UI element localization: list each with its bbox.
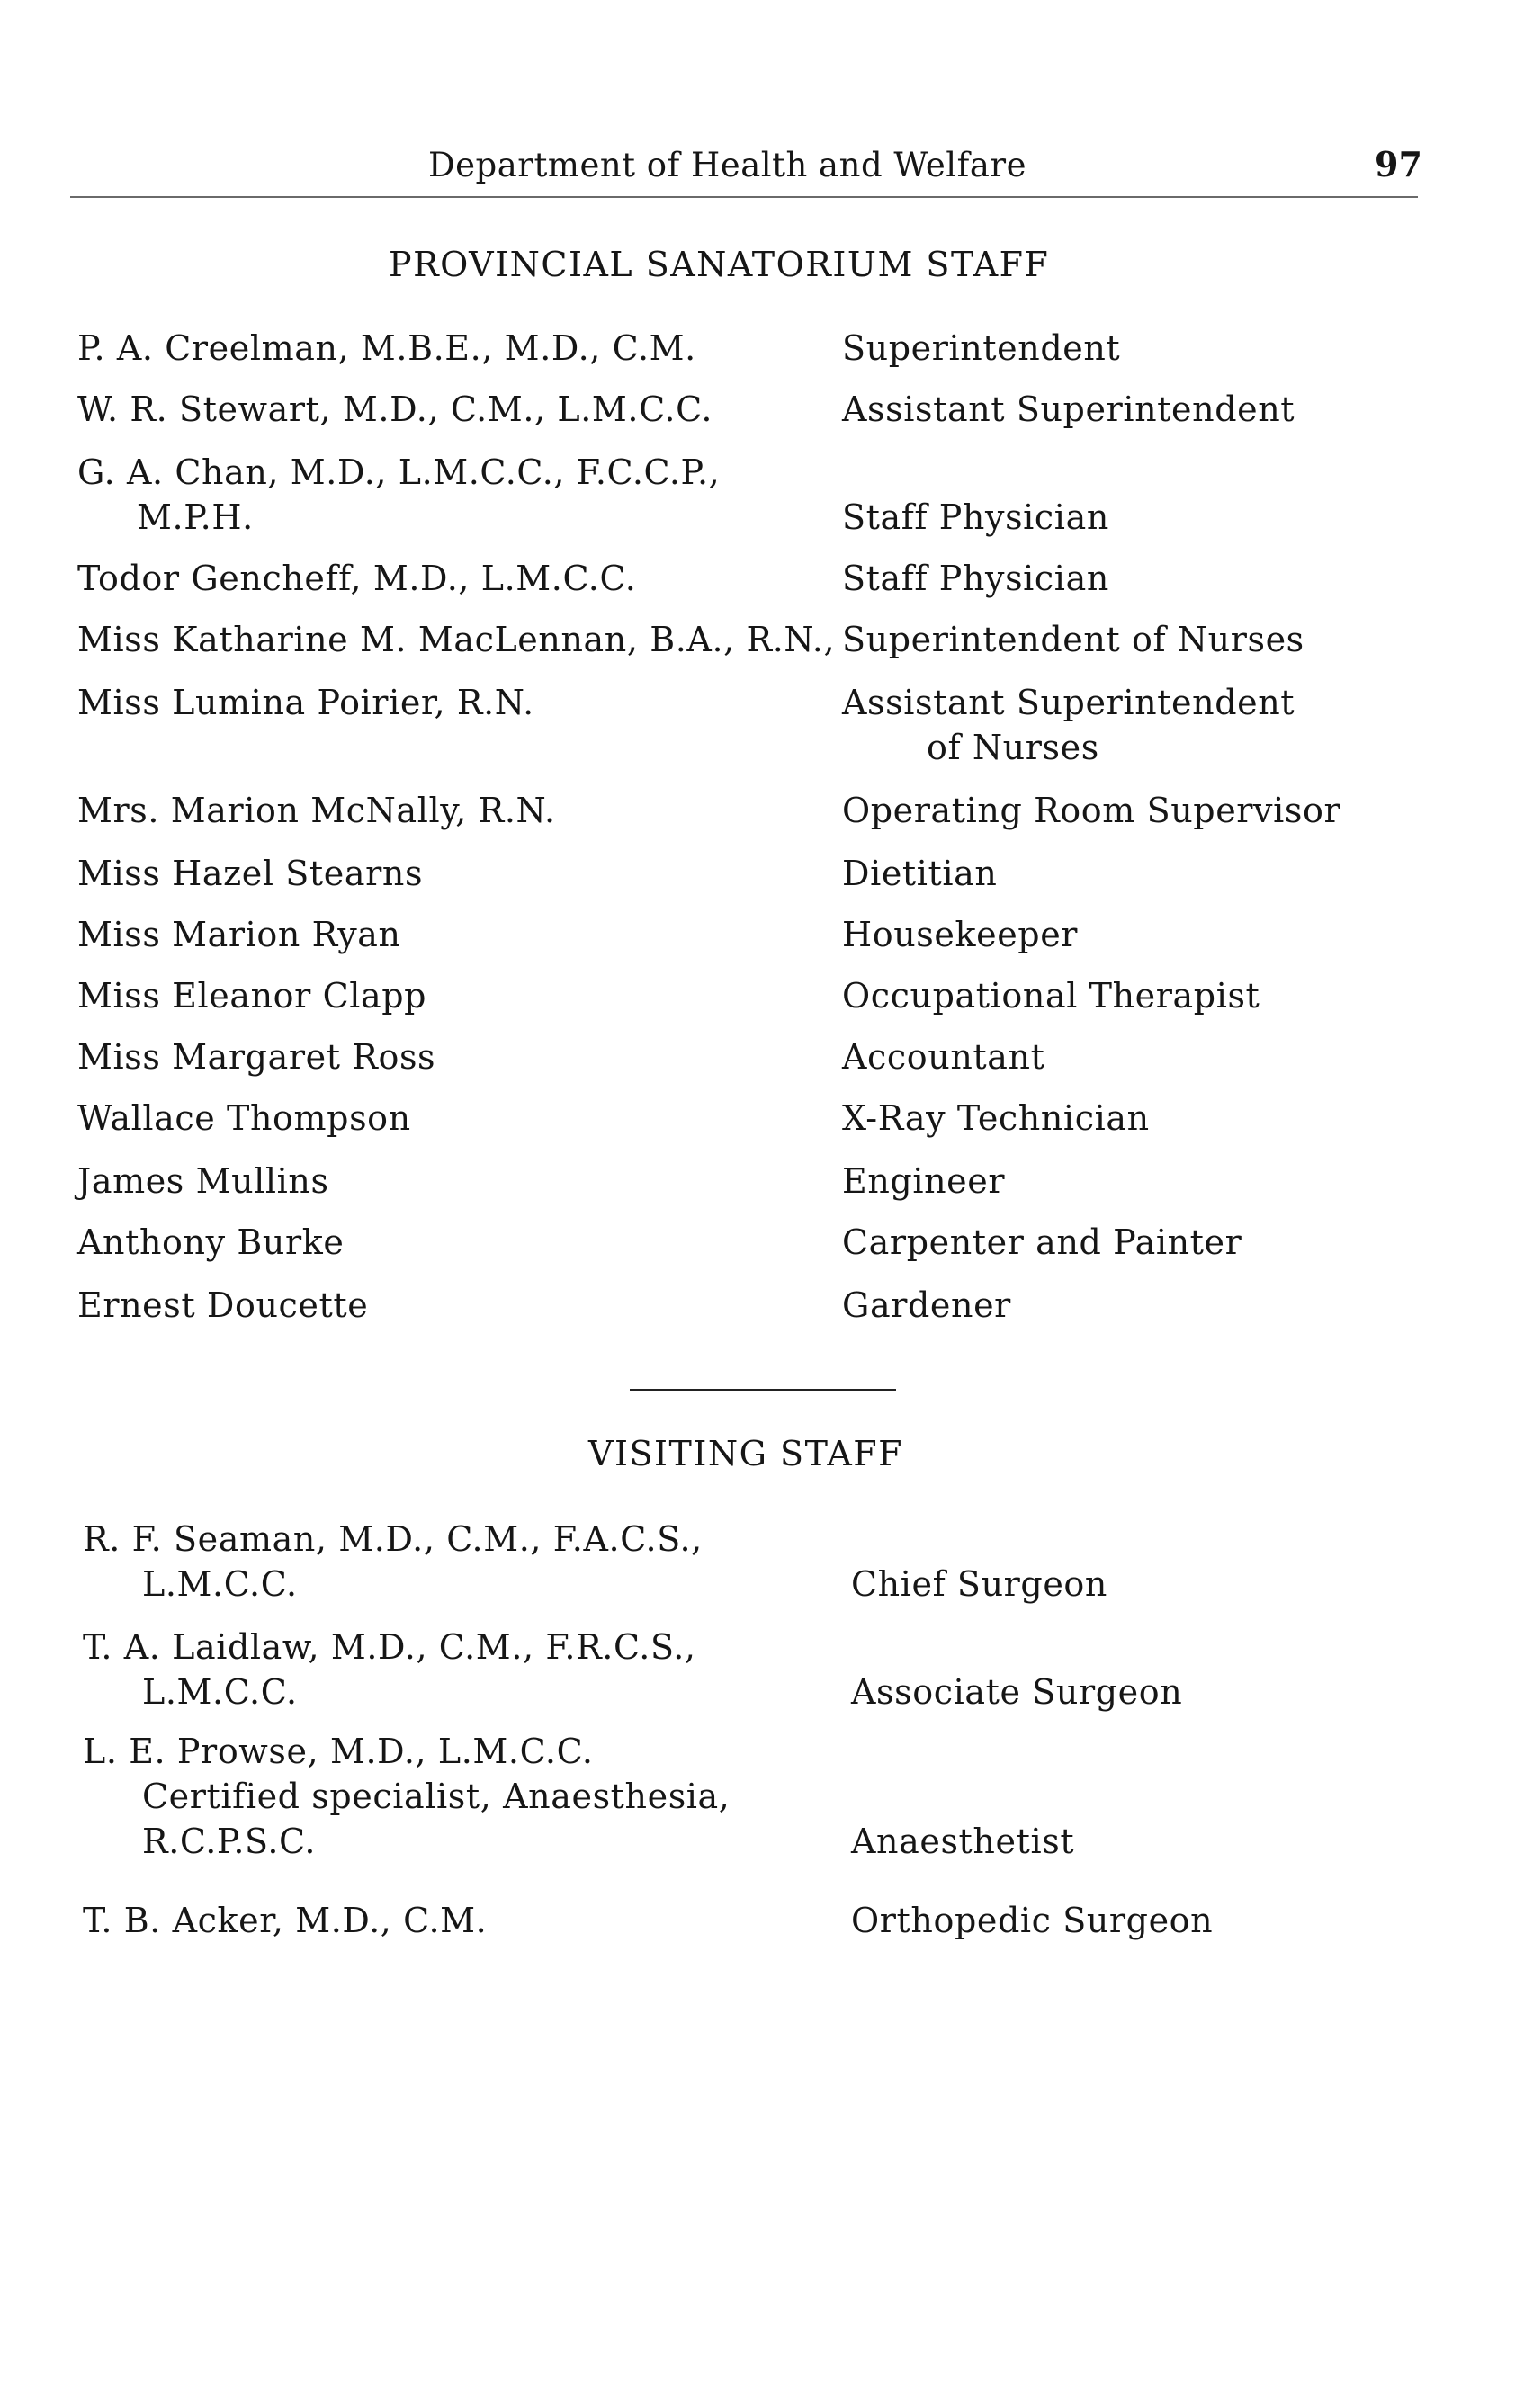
- staff-title: Chief Surgeon: [851, 1564, 1107, 1604]
- visiting-heading: VISITING STAFF: [588, 1434, 904, 1473]
- staff-name: Miss Katharine M. MacLennan, B.A., R.N.,: [77, 620, 836, 659]
- staff-name: T. B. Acker, M.D., C.M.: [83, 1901, 488, 1940]
- staff-title: Assistant Superintendent: [842, 389, 1295, 429]
- staff-title: Carpenter and Painter: [842, 1222, 1242, 1262]
- staff-name: Miss Eleanor Clapp: [77, 976, 427, 1016]
- staff-name: R. F. Seaman, M.D., C.M., F.A.C.S., L.M.C.C.: [83, 1519, 703, 1604]
- staff-name: Miss Lumina Poirier, R.N.: [77, 683, 534, 722]
- staff-name: L. E. Prowse, M.D., L.M.C.C. Certified specialist, Anaesthesia, R.C.P.S.C.: [83, 1732, 731, 1861]
- sanatorium-heading: PROVINCIAL SANATORIUM STAFF: [389, 245, 1050, 284]
- staff-title: Anaesthetist: [851, 1822, 1075, 1861]
- running-title: Department of Health and Welfare: [428, 146, 1026, 184]
- staff-title: Superintendent of Nurses: [842, 620, 1304, 659]
- staff-title: Occupational Therapist: [842, 976, 1260, 1016]
- staff-name: Miss Marion Ryan: [77, 915, 401, 954]
- staff-name: Todor Gencheff, M.D., L.M.C.C.: [77, 559, 637, 598]
- running-header: [0, 135, 1524, 189]
- header-rule: [70, 196, 1418, 198]
- staff-title: Assistant Superintendent of Nurses: [842, 683, 1295, 767]
- section-divider: [630, 1389, 896, 1391]
- staff-title: Housekeeper: [842, 915, 1079, 954]
- staff-title: X-Ray Technician: [842, 1098, 1150, 1138]
- staff-name: G. A. Chan, M.D., L.M.C.C., F.C.C.P., M.P.H.: [77, 452, 721, 537]
- staff-name: Miss Margaret Ross: [77, 1037, 436, 1077]
- staff-title: Accountant: [842, 1037, 1045, 1077]
- staff-name: Mrs. Marion McNally, R.N.: [77, 791, 556, 830]
- staff-title: Engineer: [842, 1161, 1006, 1201]
- staff-title: Superintendent: [842, 328, 1121, 368]
- staff-title: Dietitian: [842, 854, 998, 893]
- staff-title: Gardener: [842, 1285, 1011, 1325]
- staff-title: Staff Physician: [842, 497, 1109, 537]
- staff-title: Orthopedic Surgeon: [851, 1901, 1214, 1940]
- staff-title: Staff Physician: [842, 559, 1109, 598]
- staff-name: Miss Hazel Stearns: [77, 854, 424, 893]
- staff-name: Anthony Burke: [77, 1222, 345, 1262]
- page-number: 97: [1375, 144, 1422, 184]
- staff-name: Wallace Thompson: [77, 1098, 411, 1138]
- staff-title: Associate Surgeon: [851, 1672, 1183, 1712]
- staff-name: Ernest Doucette: [77, 1285, 369, 1325]
- staff-title: Operating Room Supervisor: [842, 791, 1341, 830]
- staff-name: T. A. Laidlaw, M.D., C.M., F.R.C.S., L.M.C.C.: [83, 1627, 696, 1712]
- staff-name: W. R. Stewart, M.D., C.M., L.M.C.C.: [77, 389, 713, 429]
- staff-name: P. A. Creelman, M.B.E., M.D., C.M.: [77, 328, 696, 368]
- staff-name: James Mullins: [77, 1161, 329, 1201]
